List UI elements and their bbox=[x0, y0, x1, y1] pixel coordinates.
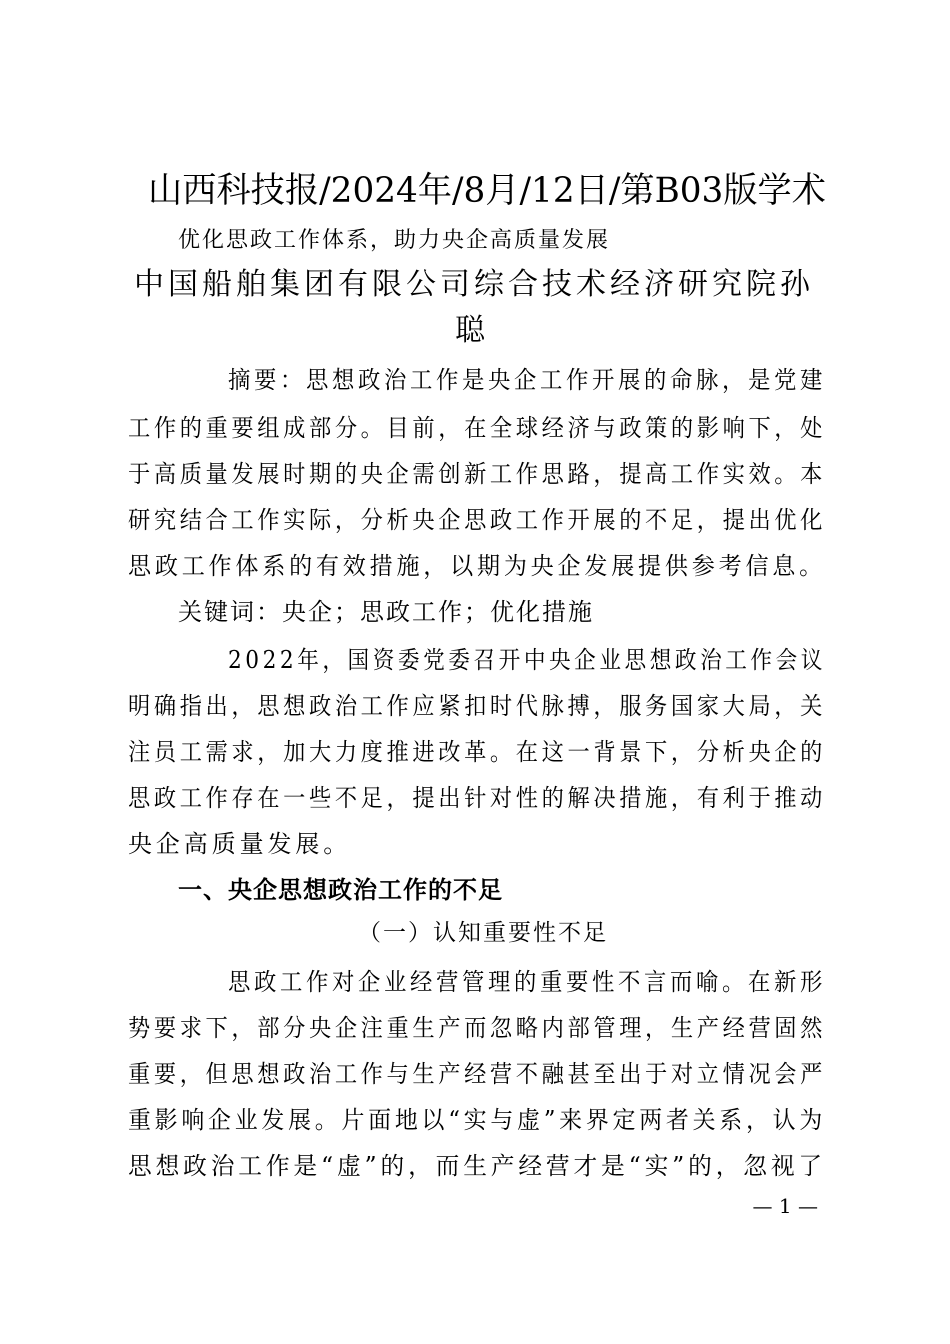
paragraph-line: 势要求下，部分央企注重生产而忽略内部管理，生产经营固然 bbox=[128, 1014, 827, 1042]
keywords: 关键词：央企；思政工作；优化措施 bbox=[178, 598, 594, 626]
paragraph-line: 重要，但思想政治工作与生产经营不融甚至出于对立情况会严 bbox=[128, 1060, 827, 1088]
author-line: 中国船舶集团有限公司综合技术经济研究院孙 bbox=[134, 267, 814, 302]
intro-line: 思政工作存在一些不足，提出针对性的解决措施，有利于推动 bbox=[128, 784, 827, 812]
abstract-line: 摘要：思想政治工作是央企工作开展的命脉，是党建 bbox=[228, 366, 827, 394]
intro-line: 注员工需求，加大力度推进改革。在这一背景下，分析央企的 bbox=[128, 738, 827, 766]
intro-line: 明确指出，思想政治工作应紧扣时代脉搏，服务国家大局，关 bbox=[128, 692, 827, 720]
abstract-line: 思政工作体系的有效措施，以期为央企发展提供参考信息。 bbox=[128, 552, 826, 580]
paragraph-line: 思政工作对企业经营管理的重要性不言而喻。在新形 bbox=[228, 968, 827, 996]
author-line-continued: 聪 bbox=[455, 313, 485, 348]
abstract-line: 工作的重要组成部分。目前，在全球经济与政策的影响下，处 bbox=[128, 414, 827, 442]
section-heading: 一、央企思想政治工作的不足 bbox=[178, 876, 503, 904]
newspaper-header: 山西科技报/2024年/8月/12日/第B03版学术 bbox=[148, 171, 826, 211]
paragraph-line: 重影响企业发展。片面地以“实与虚”来界定两者关系，认为 bbox=[128, 1106, 827, 1134]
intro-line: 2022年，国资委党委召开中央企业思想政治工作会议 bbox=[228, 646, 826, 674]
paragraph-line: 思想政治工作是“虚”的，而生产经营才是“实”的，忽视了 bbox=[128, 1152, 826, 1180]
intro-line: 央企高质量发展。 bbox=[128, 830, 352, 858]
abstract-line: 研究结合工作实际，分析央企思政工作开展的不足，提出优化 bbox=[128, 506, 827, 534]
subsection-heading: （一）认知重要性不足 bbox=[358, 920, 608, 946]
article-subtitle: 优化思政工作体系，助力央企高质量发展 bbox=[178, 228, 611, 253]
abstract-line: 于高质量发展时期的央企需创新工作思路，提高工作实效。本 bbox=[128, 460, 827, 488]
page-number: — 1 — bbox=[752, 1194, 818, 1218]
